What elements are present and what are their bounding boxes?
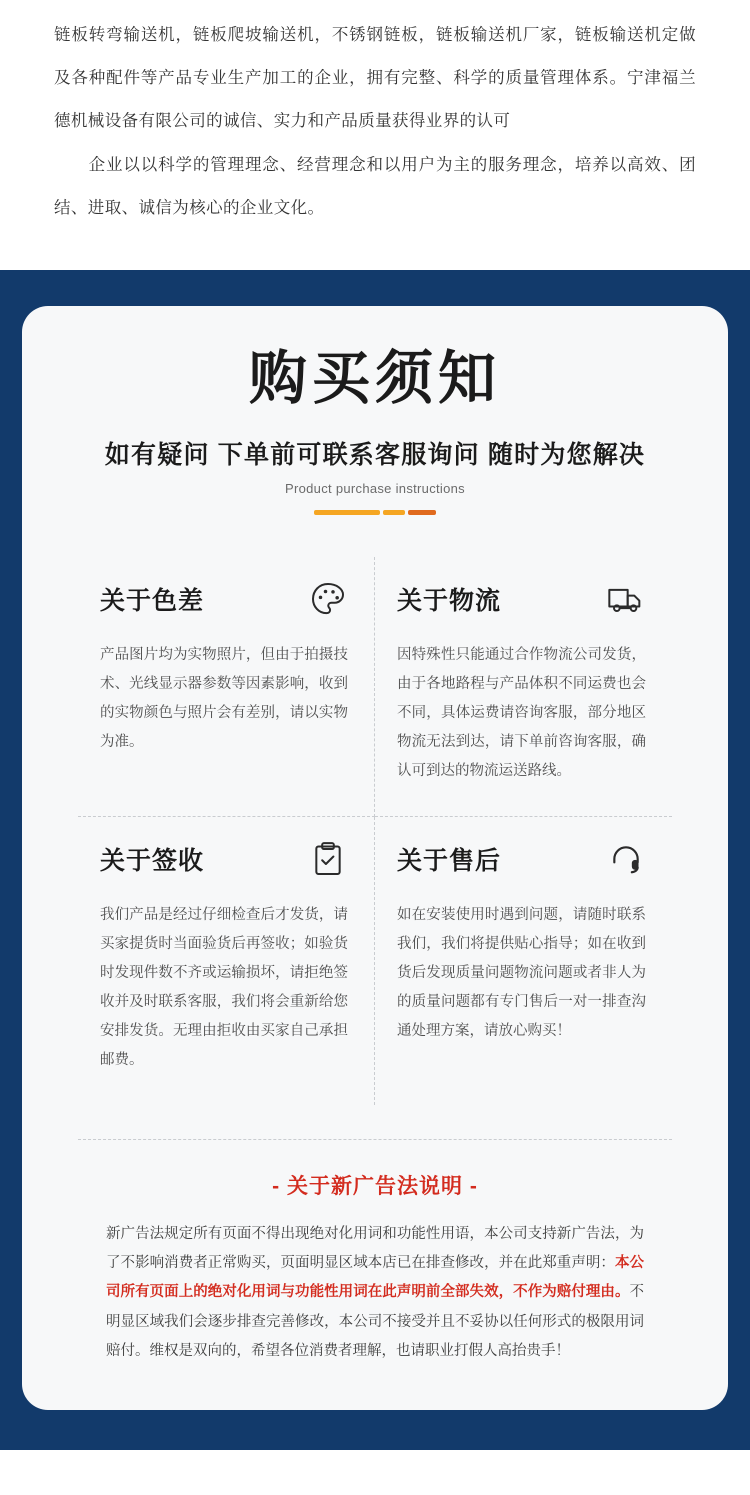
clipboard-check-icon: [308, 839, 348, 879]
instruction-cell-aftersales: [375, 817, 672, 1105]
instruction-grid: [78, 557, 672, 1105]
notice-text: 不明显区域我们会逐步排查完善修改，本公司不接受并且不妥协以任何形式的极限用词赔付。维权是双向的，希望各位消费者理解，也请职业打假人高抬贵手！: [106, 1284, 644, 1359]
purchase-card: [22, 306, 728, 1410]
intro-paragraph-1: 链板转弯输送机，链板爬坡输送机，不锈钢链板，链板输送机厂家，链板输送机定做及各种配件等产品专业生产加工的企业，拥有完整、科学的质量管理体系。宁津福兰德机械设备有限公司的诚信、实力和产品质量获得业界的认可: [54, 26, 696, 131]
divider-bar-right: [408, 510, 436, 515]
instruction-body: 我们产品是经过仔细检查后才发货，请买家提货时当面验货后再签收；如验货时发现件数不齐或运输损坏，请拒绝签收并及时联系客服，我们将会重新给您安排发货。无理由拒收由买家自己承担邮费。: [100, 906, 348, 1068]
instruction-body: 如在安装使用时遇到问题，请随时联系我们，我们将提供贴心指导；如在收到货后发现质量问题物流问题或者非人为的质量问题都有专门售后一对一排查沟通处理方案，请放心购买！: [397, 906, 646, 1039]
company-intro-section: [0, 0, 750, 270]
instruction-title: 关于售后: [397, 846, 502, 875]
instruction-header: [100, 579, 348, 619]
instruction-title: 关于色差: [100, 586, 205, 615]
intro-paragraph-2: 企业以以科学的管理理念、经营理念和以用户为主的服务理念，培养以高效、团结、进取、诚信为核心的企业文化。: [54, 155, 696, 217]
page-title-english: Product purchase instructions: [285, 480, 465, 496]
instruction-title: 关于签收: [100, 846, 205, 875]
instruction-header: [397, 579, 646, 619]
headset-icon: [606, 839, 646, 879]
instruction-body: 产品图片均为实物照片，但由于拍摄技术、光线显示器参数等因素影响，收到的实物颜色与照片会有差别，请以实物为准。: [100, 646, 348, 750]
page-title: 购买须知: [248, 346, 501, 412]
palette-icon: [308, 579, 348, 619]
title-divider: [32, 510, 718, 515]
notice-emphasis: 本公司所有页面上的绝对化用词与功能性用词在此声明前全部失效，不作为赔付理由。: [106, 1255, 645, 1301]
instruction-header: [397, 839, 646, 879]
divider-bar-middle: [383, 510, 405, 515]
ad-law-notice: [78, 1139, 672, 1366]
ad-law-notice-body: [78, 1220, 672, 1366]
page-subtitle: 如有疑问 下单前可联系客服询问 随时为您解决: [104, 440, 646, 469]
ad-law-notice-title: - 关于新广告法说明 -: [272, 1174, 478, 1198]
instruction-cell-signing: [78, 817, 375, 1105]
truck-icon: [606, 579, 646, 619]
divider-bar-left: [314, 510, 380, 515]
instruction-title: 关于物流: [397, 586, 502, 615]
instruction-body: 因特殊性只能通过合作物流公司发货，由于各地路程与产品体积不同运费也会不同，具体运费请咨询客服，部分地区物流无法到达，请下单前咨询客服，确认可到达的物流运送路线。: [397, 646, 646, 779]
instruction-cell-color: [78, 557, 375, 817]
instruction-cell-logistics: [375, 557, 672, 817]
purchase-instructions-section: [0, 270, 750, 1450]
instruction-header: [100, 839, 348, 879]
notice-text: 新广告法规定所有页面不得出现绝对化用词和功能性用语，本公司支持新广告法，为了不影响消费者正常购买，页面明显区域本店已在排查修改，并在此郑重声明：: [106, 1225, 644, 1272]
